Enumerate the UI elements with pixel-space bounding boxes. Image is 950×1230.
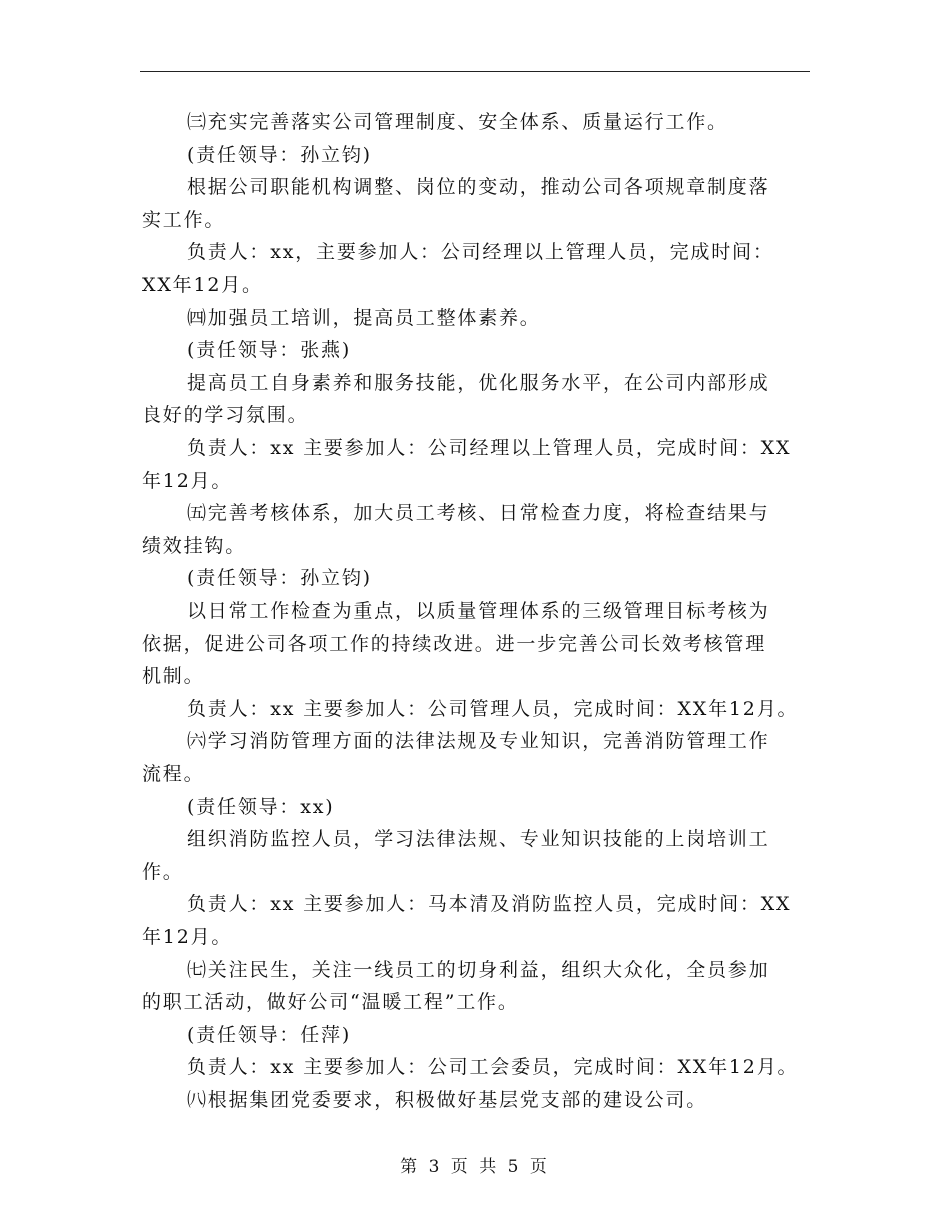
text-line: 年12月。 — [142, 469, 233, 492]
header-rule — [140, 71, 810, 72]
text-line: (责任领导：张燕) — [187, 339, 352, 362]
text-line: 实工作。 — [142, 208, 226, 231]
text-line: ㈣加强员工培训，提高员工整体素养。 — [187, 306, 541, 329]
text-line: 负责人：xx 主要参加人：马本清及消防监控人员，完成时间：XX — [187, 893, 792, 916]
text-line: 提高员工自身素养和服务技能，优化服务水平，在公司内部形成 — [187, 371, 770, 394]
text-line: 机制。 — [142, 665, 205, 688]
text-line: 根据公司职能机构调整、岗位的变动，推动公司各项规章制度落 — [187, 176, 770, 199]
text-line: 负责人：xx 主要参加人：公司经理以上管理人员，完成时间：XX — [187, 437, 792, 459]
text-line: 绩效挂钩。 — [142, 534, 247, 557]
text-line: ㈦关注民生，关注一线员工的切身利益，组织大众化，全员参加 — [187, 958, 770, 981]
text-line: 负责人：xx 主要参加人：公司管理人员，完成时间：XX年12月。 — [187, 697, 799, 720]
text-line: ㈤完善考核体系，加大员工考核、日常检查力度，将检查结果与 — [187, 502, 770, 525]
text-line: 年12月。 — [142, 926, 233, 948]
text-line: (责任领导：xx) — [187, 795, 335, 818]
text-line: 依据，促进公司各项工作的持续改进。进一步完善公司长效考核管理 — [142, 632, 767, 655]
text-line: (责任领导：孙立钧) — [187, 567, 372, 590]
text-line: 良好的学习氛围。 — [142, 404, 309, 427]
page-footer: 第 3 页 共 5 页 — [400, 1157, 550, 1177]
text-line: (责任领导：任萍) — [187, 1023, 352, 1046]
text-line: ㈥学习消防管理方面的法律法规及专业知识，完善消防管理工作 — [187, 730, 770, 753]
text-line: 负责人：xx，主要参加人：公司经理以上管理人员，完成时间： — [187, 241, 774, 264]
text-line: XX年12月。 — [142, 274, 263, 296]
text-line: 流程。 — [142, 763, 205, 785]
text-line: 的职工活动，做好公司“温暖工程”工作。 — [142, 991, 519, 1014]
text-line: 作。 — [142, 860, 184, 883]
text-line: 负责人：xx 主要参加人：公司工会委员，完成时间：XX年12月。 — [187, 1056, 799, 1079]
text-line: ㈢充实完善落实公司管理制度、安全体系、质量运行工作。 — [187, 111, 728, 133]
text-line: 以日常工作检查为重点，以质量管理体系的三级管理目标考核为 — [187, 600, 770, 622]
text-line: ㈧根据集团党委要求，积极做好基层党支部的建设公司。 — [187, 1089, 708, 1111]
text-line: 组织消防监控人员，学习法律法规、专业知识技能的上岗培训工 — [187, 828, 770, 851]
text-line: (责任领导：孙立钧) — [187, 143, 372, 166]
